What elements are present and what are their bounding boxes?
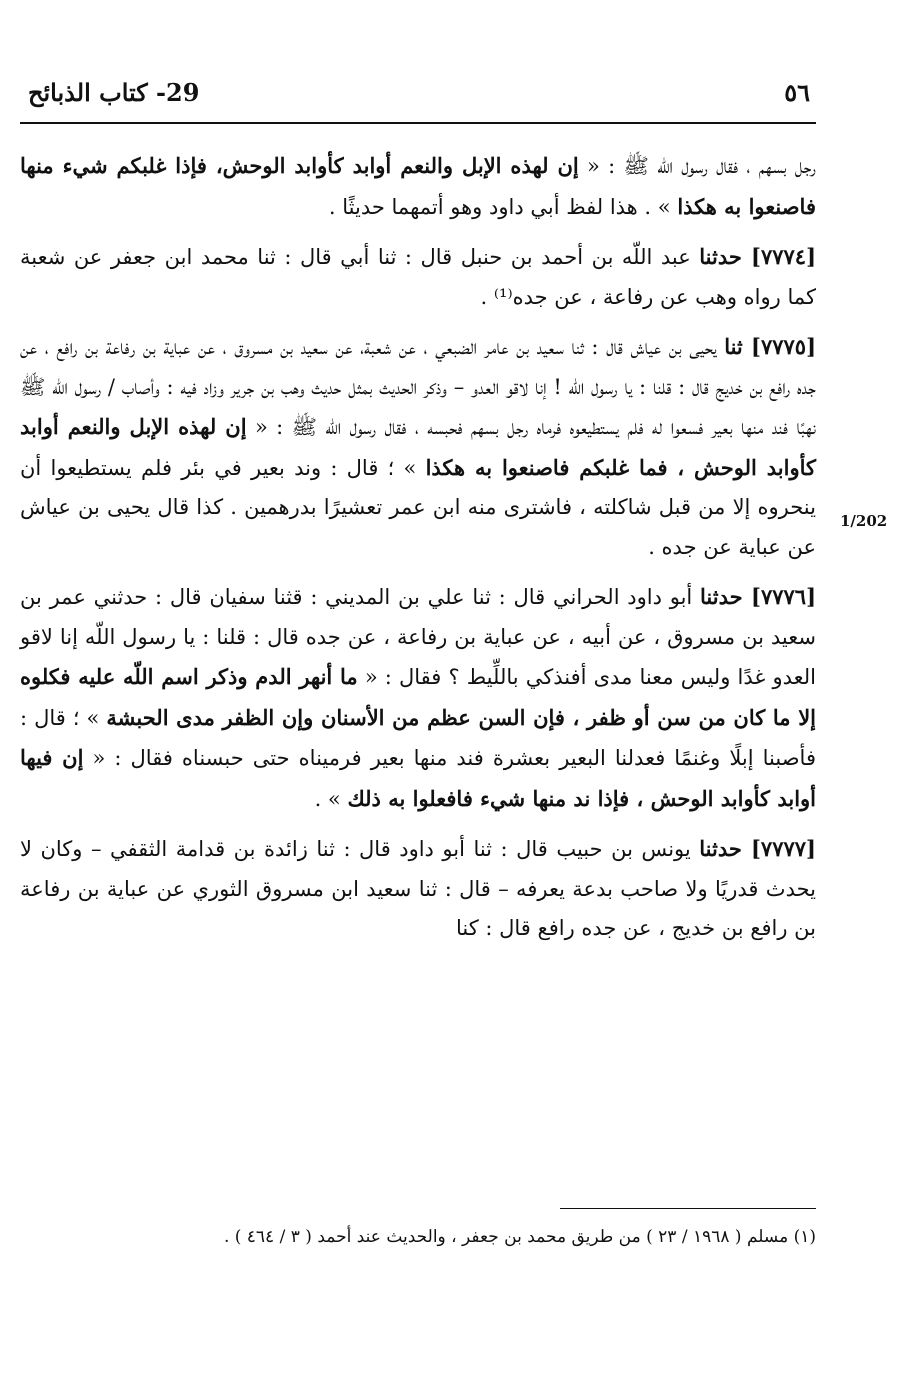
paragraph (20, 577, 816, 819)
text-run: » . (314, 786, 348, 811)
text-run: » ؛ قال : وند بعير في بئر فلم يستطيعوا أن ينحروه إلا من قبل شاكلته ، فاشترى منه ابن عمر تعشيرًا بدرهمين . كذا قال يحيى بن عياش عن عباية عن جده . (20, 455, 816, 559)
text-run: يونس بن حبيب قال : ثنا أبو داود قال : ثنا زائدة بن قدامة الثقفي – وكان لا يحدث قدريًا ولا صاحب بدعة يعرفه – قال : ثنا سعيد ابن مسروق الثوري عن عباية بن رفاعة بن رافع بن خديج ، عن جده رافع قال : كنا (20, 837, 816, 940)
paragraph (20, 829, 816, 949)
text-run: » ؛ قال : فأصبنا إبلًا وغنمًا فعدلنا البعير بعشرة فند منها بعير فرميناه حتى حبسناه فقال : « (20, 705, 816, 770)
page-number: ٥٦ (784, 78, 810, 107)
text-run: أبو داود الحراني قال : ثنا علي بن المديني : قثنا سفيان قال : حدثني عمر بن سعيد بن مسروق ، عن أبيه ، عن عباية بن رفاعة ، عن جده قال : قلنا : يا رسول اللّه إنا لاقو العدو غدًا وليس معنا مدى أفنذكي باللِّيط ؟ فقال : « (20, 585, 816, 689)
bold-text: [٧٧٧٤] حدثنا (699, 244, 816, 269)
chapter-title: 29- كتاب الذبائح (28, 78, 200, 107)
text-run: رجل بسهم ، فقال رسول اللّه ﷺ : « (578, 154, 816, 178)
footnote-divider (560, 1208, 816, 1209)
page-header (20, 78, 816, 118)
paragraph (20, 237, 816, 317)
bold-text: ما أنهر الدم وذكر اسم اللّه عليه فكلوه إلا ما كان من سن أو ظفر ، فإن السن عظم من الأسنان وإن الظفر مدى الحبشة (20, 664, 817, 730)
bold-text: [٧٧٧٧] حدثنا (699, 836, 816, 861)
bold-text: [٧٧٧٦] حدثنا (700, 584, 816, 609)
text-run: يحيى بن عياش قال : ثنا سعيد بن عامر الضبعي ، عن شعبة، عن سعيد بن مسروق ، عن عباية بن رفاعة بن رافع ، عن جده رافع بن خديج قال : قلنا : يا رسول اللّه ! إنا لاقو العدو – وذكر الحديث بمثل حديث وهب بن جرير وزاد فيه : وأصاب / رسول اللّه ﷺ نهبًا فند منها بعير فسعوا له فلم يستطيعوه فرماه رجل بسهم فحبسه ، فقال رسول اللّه ﷺ : « (20, 335, 816, 439)
header-divider (20, 122, 816, 124)
bold-text: إن لهذه الإبل والنعم أوابد كأوابد الوحش ، فما غلبكم فاصنعوا به هكذا (20, 414, 816, 480)
margin-reference: 1/202 (840, 512, 888, 530)
text-run: » . هذا لفظ أبي داود وهو أتمهما حديثًا . (328, 194, 678, 219)
text-run: عبد اللّه بن أحمد بن حنبل قال : ثنا أبي قال : ثنا محمد ابن جعفر عن شعبة كما رواه وهب عن رفاعة ، عن جده⁽¹⁾ . (20, 245, 816, 309)
bold-text: [٧٧٧٥] ثنا (724, 334, 817, 359)
paragraph (20, 327, 816, 567)
paragraph (20, 146, 816, 227)
main-text (20, 146, 816, 959)
footnote: (١) مسلم ( ١٩٦٨ / ٢٣ ) من طريق محمد بن جعفر ، والحديث عند أحمد ( ٣ / ٤٦٤ ) . (223, 1227, 816, 1247)
bold-text: إن لهذه الإبل والنعم أوابد كأوابد الوحش، فإذا غلبكم شيء منها فاصنعوا به هكذا (20, 153, 816, 219)
bold-text: إن فيها أوابد كأوابد الوحش ، فإذا ند منها شيء فافعلوا به ذلك (20, 745, 816, 811)
